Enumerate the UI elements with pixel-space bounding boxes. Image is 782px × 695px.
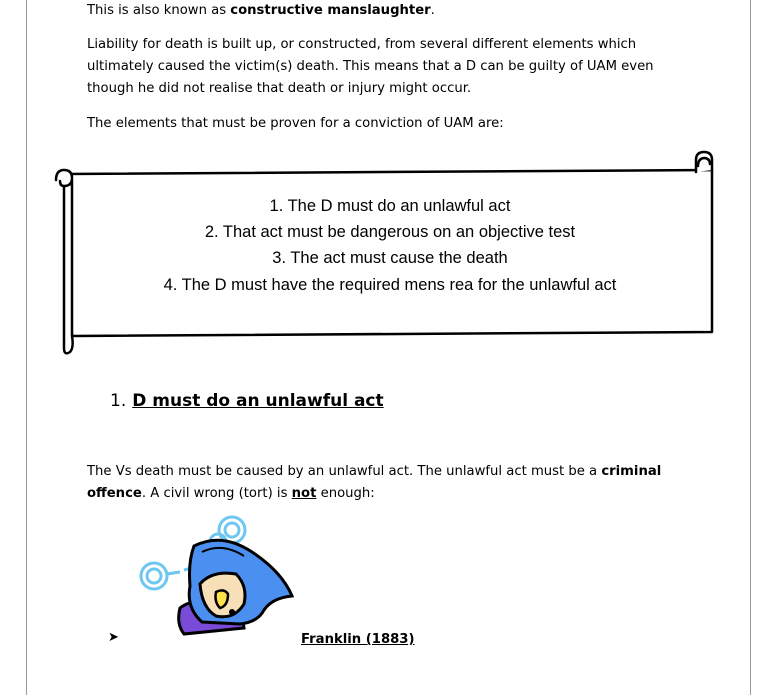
heading-text: D must do an unlawful act (132, 391, 384, 411)
page-left-edge (26, 0, 27, 695)
element-item-3: 3. The act must cause the death (272, 249, 508, 267)
text: . A civil wrong (tort) is (141, 486, 292, 501)
text: The Vs death must be caused by an unlawful act. The unlawful act must be a (87, 464, 602, 479)
paragraph-constructive (87, 0, 435, 22)
text: This is also known as (87, 3, 231, 18)
bold-term: criminal offence (87, 464, 662, 501)
element-item-4: 4. The D must have the required mens rea for the unlawful act (163, 276, 617, 294)
text: enough: (316, 486, 375, 501)
element-item-2: 2. That act must be dangerous on an objective test (204, 223, 576, 241)
bullet-arrow-icon: ➤ (108, 630, 119, 645)
paragraph-elements-intro: The elements that must be proven for a conviction of UAM are: (87, 116, 504, 131)
paragraph-liability: Liability for death is built up, or constructed, from several different elements which ultimately caused the victim(s) death. This means that a D can be guilty of UAM even though he did not realise that death or injury might occur. (87, 37, 654, 96)
page-right-edge (750, 0, 751, 695)
text: . (430, 3, 435, 18)
paragraph-unlawful-act (87, 461, 687, 505)
case-citation: Franklin (1883) (301, 632, 415, 647)
heading-number: 1. (110, 391, 127, 411)
bold-underlined-term: not (291, 486, 317, 501)
element-item-1: 1. The D must do an unlawful act (269, 197, 511, 215)
bold-term: constructive manslaughter (230, 3, 431, 18)
handcuffed-person-clipart-icon (132, 512, 300, 642)
section-heading (110, 391, 384, 411)
